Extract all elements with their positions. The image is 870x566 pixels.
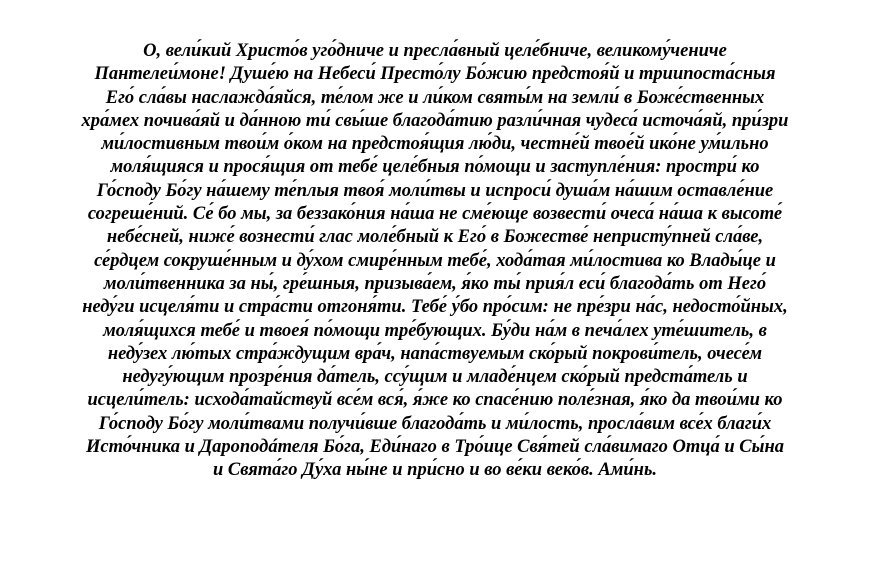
prayer-line: ми́лостивным твои́м о́ком на предстоя́щия лю́ди, честне́й твое́й ико́не ум́ильно — [101, 134, 769, 155]
prayer-line: Исто́чника и Дароподáтеля Бо́га, Еди́наго в Тро́ице Свя́тей сла́вимаго Отца́ и Сы́на — [86, 437, 784, 458]
prayer-line: недугу́ющим прозре́ния да́тель, ссу́щим и младе́нцем ско́рый предста́тель и — [122, 367, 748, 388]
prayer-line: неду́ги исцеля́ти и стра́сти отгоня́ти. Тебе́ у́бо про́сим: не пре́зри на́с, недосто́йных, — [82, 297, 788, 318]
prayer-line: согреше́ний. Се́ бо мы, за беззако́ния на́ша не сме́юще возвести́ очеса́ на́ша к высоте́ — [87, 204, 783, 225]
prayer-line: небе́сней, ниже́ вознести́ глас моле́бный к Его́ в Божестве́ непристу́пней сла́ве, — [106, 227, 764, 248]
prayer-line: моля́щихся тебе́ и твоея́ по́мощи тре́бующих. Бу́ди на́м в печа́лех уте́шитель, в — [103, 320, 767, 341]
prayer-line: моли́твенника за ны́, гре́шныя, призыва́ем, я́ко ты́ прия́л еси́ благода́ть от Него́ — [103, 273, 767, 294]
prayer-line: и Свята́го Ду́ха ны́не и при́сно и во ве́ки веко́в. Ами́нь. — [212, 460, 658, 481]
prayer-line: се́рдцем сокруше́нным и ду́хом смире́нным тебе́, хода́тая ми́лостива ко Влады́це и — [94, 250, 776, 271]
prayer-text — [20, 40, 850, 483]
prayer-line: О, вели́кий Христо́в уго́дниче и пресла́вный целе́бниче, великому́чениче — [143, 41, 727, 61]
prayer-line: хра́мех почива́яй и да́нною ти́ свы́ше благода́тию разли́чная чудеса́ источа́яй, при́зри — [81, 110, 789, 131]
prayer-line: Го́споду Бо́гу на́шему те́плыя твоя́ моли́твы и испроси́ душа́м на́шим оставле́ние — [96, 180, 774, 201]
prayer-line: моля́щияся и прося́щия от тебе́ целе́бныя по́мощи и заступле́ния: простри́ ко — [110, 157, 760, 178]
prayer-line: Го́споду Бо́гу моли́твами получи́вше благода́ть и ми́лость, просла́вим все́х благи́х — [98, 413, 772, 434]
prayer-line: Его́ сла́вы наслажда́яйся, те́лом же и ли́ком святы́м на земли́ в Боже́ственных — [105, 87, 765, 108]
prayer-line: Пантелеи́моне! Душе́ю на Небеси́ Престо́лу Бо́жию предстоя́й и триипоста́сныя — [94, 64, 776, 85]
prayer-line: неду́зех лю́тых стра́ждущим вра́ч, напа́ствуемым ско́рый покрови́тель, очесе́м — [107, 343, 763, 364]
prayer-line: исцели́тель: исхода́тайствуй все́м вся́, я́же ко спасе́нию поле́зная, я́ко да твои́ми ко — [87, 390, 783, 411]
